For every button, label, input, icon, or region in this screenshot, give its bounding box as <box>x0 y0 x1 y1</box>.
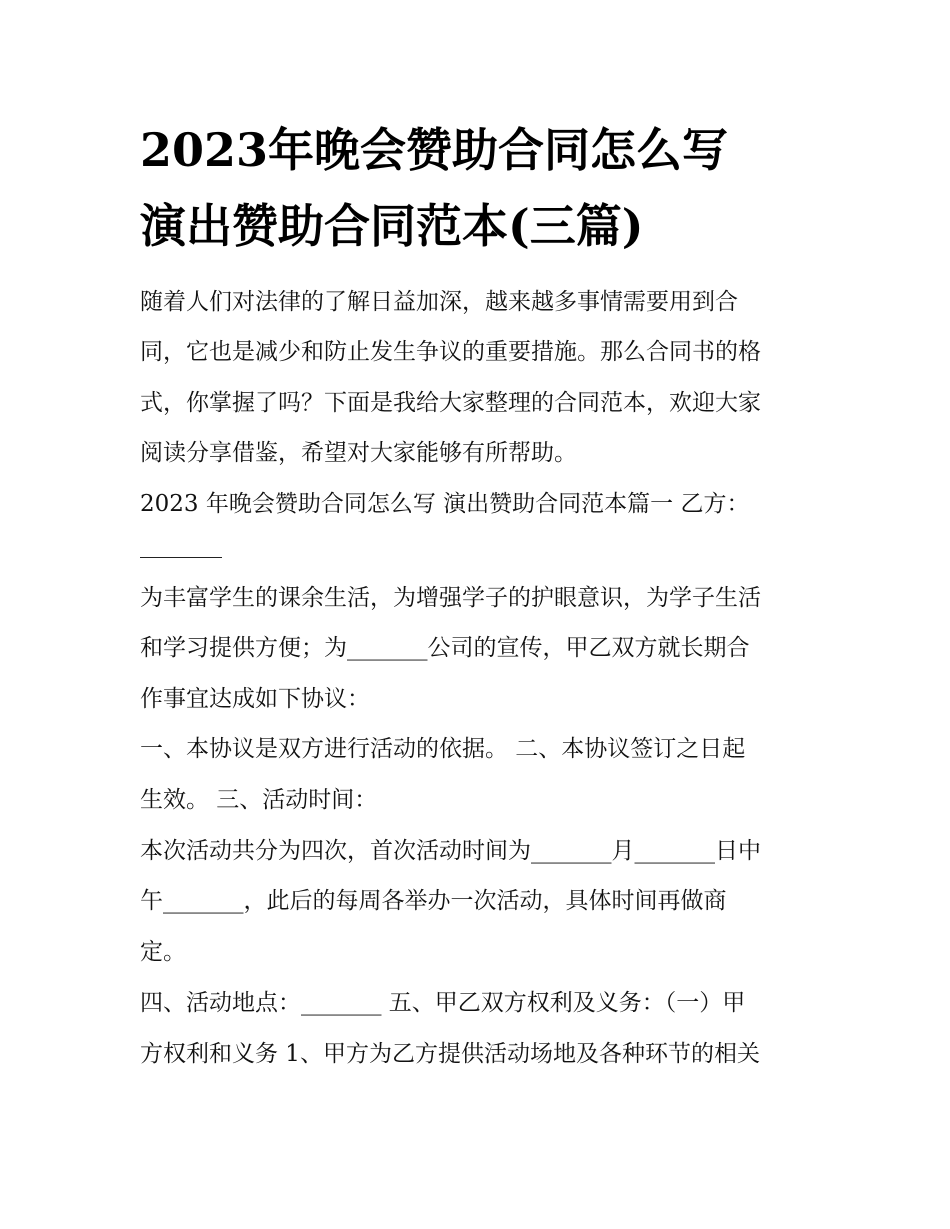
title-year: 2023 <box>140 123 269 177</box>
body-line: 式，你掌握了吗？下面是我给大家整理的合同范本，欢迎大家 <box>140 390 761 416</box>
body-line: 本次活动共分为四次，首次活动时间为_______月_______日中 <box>140 838 761 864</box>
body-line: 午_______，此后的每周各举办一次活动，具体时间再做商 <box>140 888 727 914</box>
body-line: 阅读分享借鉴，希望对大家能够有所帮助。 <box>140 440 577 466</box>
body-line: 随着人们对法律的了解日益加深，越来越多事情需要用到合 <box>140 289 738 315</box>
body-line: 定。 <box>140 939 186 965</box>
body-line: 方权利和义务 1、甲方为乙方提供活动场地及各种环节的相关 <box>140 1041 760 1067</box>
body-line: 一、本协议是双方进行活动的依据。 二、本协议签订之日起 <box>140 736 746 762</box>
body-line: 为丰富学生的课余生活，为增强学子的护眼意识，为学子生活 <box>140 585 761 611</box>
body-line: 四、活动地点：_______ 五、甲乙双方权利及义务：（一）甲 <box>140 990 746 1016</box>
blank-underline <box>140 557 222 558</box>
body-line: 和学习提供方便；为_______公司的宣传，甲乙双方就长期合 <box>140 635 750 661</box>
body-line: 同，它也是减少和防止发生争议的重要措施。那么合同书的格 <box>140 339 761 365</box>
document-title-line-1 <box>140 122 840 178</box>
title-text: 年晚会赞助合同怎么写 <box>268 123 729 177</box>
body-line: 作事宜达成如下协议： <box>140 686 370 712</box>
body-line: 生效。 三、活动时间： <box>140 787 378 813</box>
body-line: 2023 年晚会赞助合同怎么写 演出赞助合同范本篇一 乙方： <box>140 491 750 517</box>
document-title-line-2: 演出赞助合同范本(三篇) <box>140 199 644 253</box>
